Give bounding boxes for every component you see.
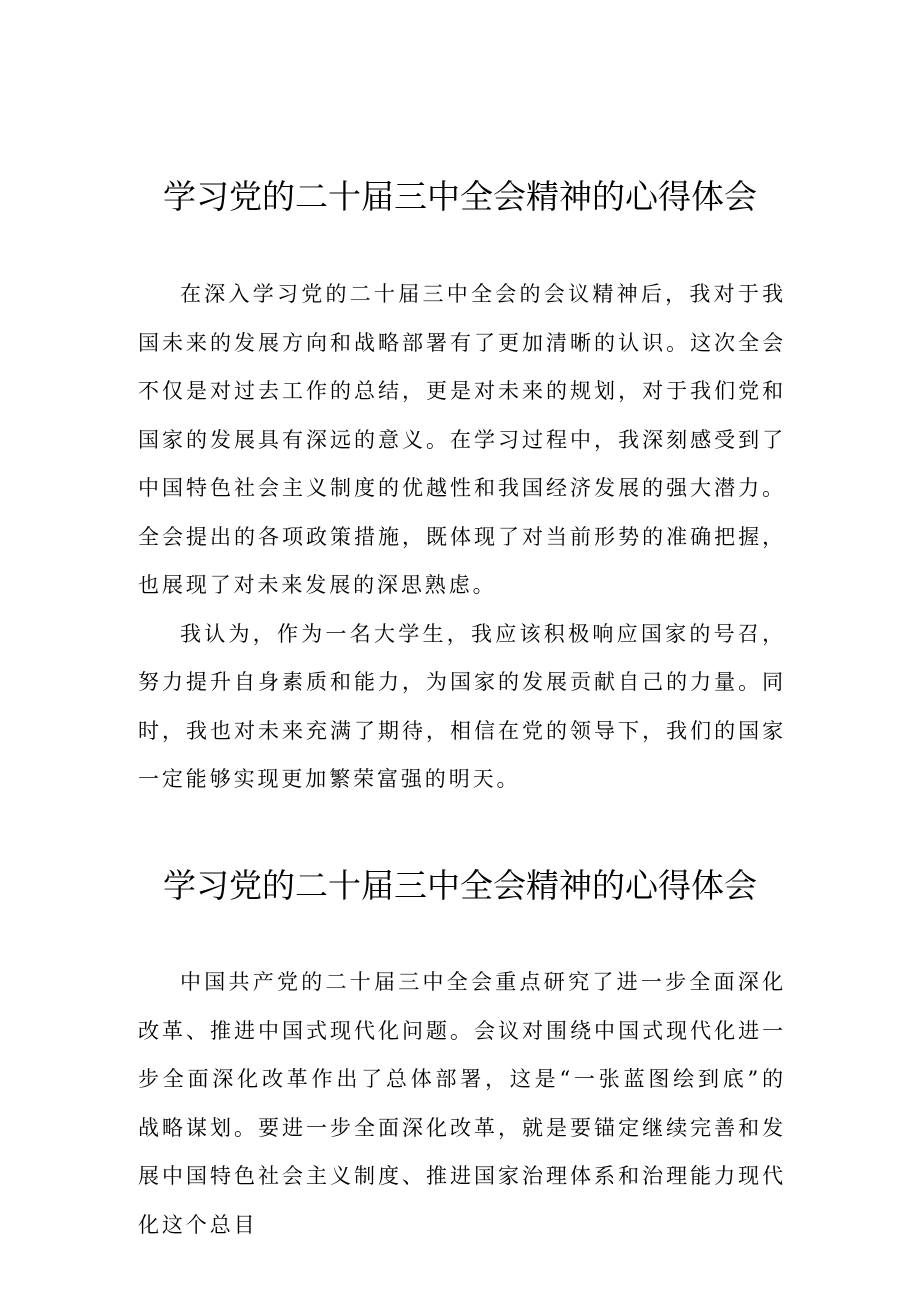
paragraph: 在深入学习党的二十届三中全会的会议精神后，我对于我国未来的发展方向和战略部署有了更加清晰的认识。这次全会不仅是对过去工作的总结，更是对未来的规划，对于我们党和国家的发展具有深远的意义。在学习过程中，我深刻感受到了中国特色社会主义制度的优越性和我国经济发展的强大潜力。全会提出的各项政策措施，既体现了对当前形势的准确把握，也展现了对未来发展的深思熟虑。 bbox=[138, 282, 786, 597]
section-title: 学习党的二十届三中全会精神的心得体会 bbox=[163, 177, 757, 216]
paragraph: 我认为，作为一名大学生，我应该积极响应国家的号召，努力提升自身素质和能力，为国家的发展贡献自己的力量。同时，我也对未来充满了期待，相信在党的领导下，我们的国家一定能够实现更加繁荣富强的明天。 bbox=[138, 621, 786, 791]
paragraph: 中国共产党的二十届三中全会重点研究了进一步全面深化改革、推进中国式现代化问题。会议对围绕中国式现代化进一步全面深化改革作出了总体部署，这是“一张蓝图绘到底”的战略谋划。要进一步全面深化改革，就是要锚定继续完善和发展中国特色社会主义制度、推进国家治理体系和治理能力现代化这个总目 bbox=[138, 970, 786, 1237]
section-body bbox=[138, 270, 786, 804]
section-body bbox=[138, 958, 786, 1249]
section-title: 学习党的二十届三中全会精神的心得体会 bbox=[163, 866, 757, 905]
